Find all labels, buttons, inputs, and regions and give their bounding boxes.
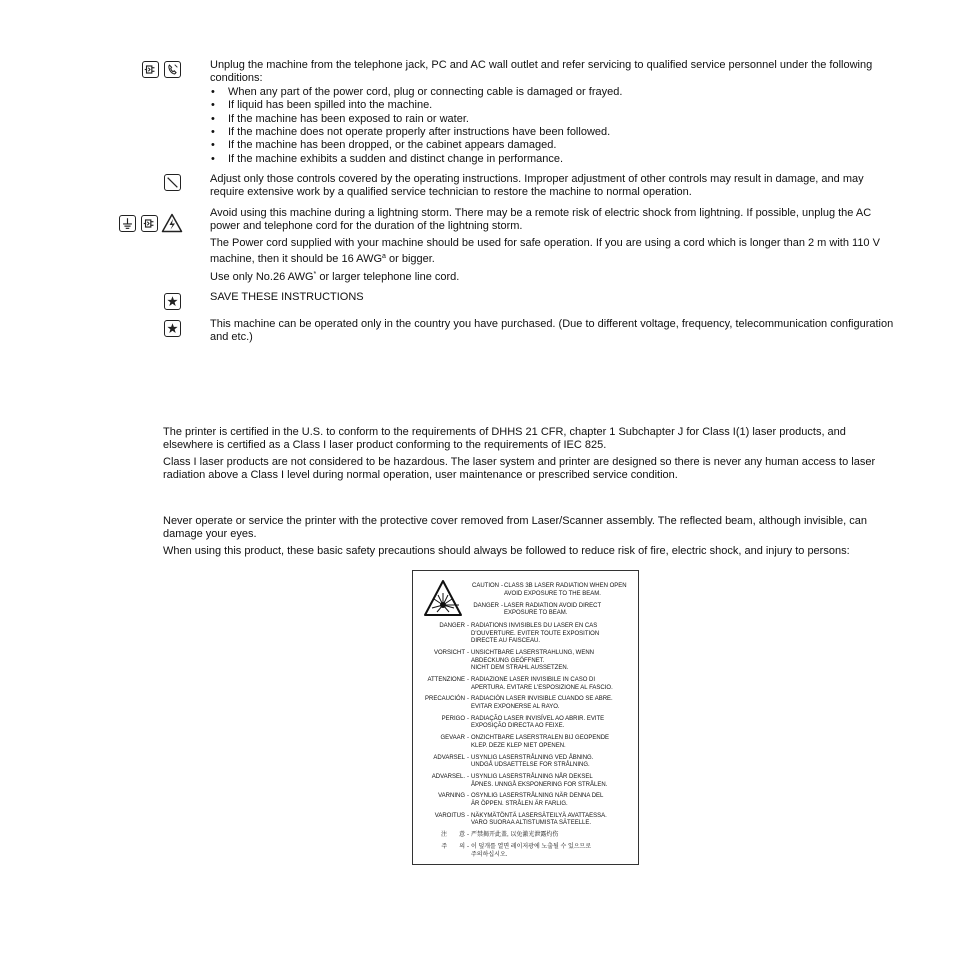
lightning-text: Avoid using this machine during a lightning storm. There may be a remote risk of electric shock from lightning. If possible, unplug the AC power and telephone cord for the duration of the lightning storm. [210, 207, 872, 233]
label-key: PRECAUCIÓN [424, 696, 465, 703]
telephone-cord-text-part: or larger telephone line cord. [316, 271, 460, 283]
list-item: • If the machine exhibits a sudden and distinct change in performance. [210, 153, 894, 166]
label-key: VARNING [438, 793, 465, 800]
label-separator: - [501, 583, 503, 589]
label-separator: - [467, 623, 469, 629]
list-item: • If the machine has been dropped, or the cabinet appears damaged. [210, 139, 894, 152]
footnote-mark: * [313, 271, 317, 278]
lightning-icon [161, 213, 183, 233]
label-text: UNDGÅ UDSAETTELSE FOR STRÅLNING. [471, 762, 590, 769]
label-text: D'OUVERTURE. EVITER TOUTE EXPOSITION [471, 630, 600, 637]
label-text: ABDECKUNG GEÖFFNET. [471, 657, 545, 664]
label-separator: - [467, 812, 469, 819]
label-text: RADIACIÓN LASER INVISIBLE CUANDO SE ABRE. [471, 696, 613, 703]
plug-icon [142, 61, 159, 78]
label-text: OSYNLIG LASERSTRÅLNING NÄR DENNA DEL [471, 793, 604, 800]
label-text: RADIAÇÃO LASER INVISÍVEL AO ABRIR. EVITE [471, 715, 605, 722]
label-key: PERIGO [441, 715, 465, 722]
label-text: CLASS 3B LASER RADIATION WHEN OPEN [504, 583, 627, 589]
label-key: DANGER [439, 623, 465, 629]
laser-certified-text: The printer is certified in the U.S. to conform to the requirements of DHHS 21 CFR, chapter 1 Subchapter J for Class I(1) laser products, and elsewhere is certified as a Class I laser product conforming to the requirements of IEC 825. [163, 426, 846, 452]
label-text: APERTURA. EVITARE L'ESPOSIZIONE AL FASCIO. [471, 684, 613, 691]
label-text: NÄKYMÄTÖNTÄ LASERSÄTEILYÄ AVATTAESSA. [471, 812, 607, 819]
label-key: VORSICHT [433, 650, 465, 656]
label-text: VARO SUORAA ALTISTUMISTA SÄTEELLE. [471, 820, 592, 827]
label-text: EXPOSIÇÃO DIRECTA AO FEIXE. [471, 723, 565, 730]
label-separator: - [467, 832, 469, 839]
label-separator: - [467, 793, 469, 800]
laser-hazard-icon [423, 579, 463, 619]
label-text: NICHT DEM STRAHL AUSSETZEN. [471, 665, 569, 672]
unplug-intro: Unplug the machine from the telephone jack, PC and AC wall outlet and refer servicing to qualified service personnel under the following conditions: [210, 59, 873, 85]
laser-warning-label [412, 570, 639, 865]
label-text: KLEP. DEZE KLEP NIET OPENEN. [471, 742, 566, 749]
label-key: 注 意 [440, 832, 465, 839]
country-text: This machine can be operated only in the country you have purchased. (Due to different voltage, frequency, telecommunication configuration and etc.) [210, 318, 894, 344]
list-item: • If the machine does not operate properly after instructions have been followed. [210, 126, 894, 139]
label-text: 이 덮개를 열면 레이저광에 노출될 수 있으므로 [471, 844, 592, 850]
never-operate-text: Never operate or service the printer with the protective cover removed from Laser/Scanner assembly. The reflected beam, although invisible, can damage your eyes. [163, 515, 867, 541]
save-instructions: SAVE THESE INSTRUCTIONS [210, 291, 364, 303]
label-separator: - [467, 650, 469, 656]
ground-icon [119, 215, 136, 232]
label-key: DANGER [473, 602, 499, 609]
laser-class1-text: Class I laser products are not considered to be hazardous. The laser system and printer are designed so there is never any human access to laser radiation above a Class I level during normal operation, user maintenance or prescribed service condition. [163, 456, 876, 482]
label-text: USYNLIG LASERSTRÅLNING NÅR DEKSEL [471, 774, 593, 780]
label-separator: - [467, 715, 469, 722]
list-item: • If liquid has been spilled into the machine. [210, 99, 894, 112]
label-text: LASER RADIATION AVOID DIRECT [504, 602, 602, 609]
label-text: 주의하십시오. [471, 851, 508, 858]
star-icon [164, 320, 181, 337]
label-text: 严禁揭开此盖, 以免激光泄露灼伤 [471, 832, 559, 839]
label-separator: - [467, 754, 469, 761]
label-text: ONZICHTBARE LASERSTRALEN BIJ GEOPENDE [471, 735, 610, 742]
label-key: 주 의 [441, 844, 465, 850]
label-text: EVITAR EXPONERSE AL RAYO. [471, 704, 560, 710]
label-key: ADVARSEL. [431, 774, 465, 780]
unplug-conditions-list [210, 86, 894, 166]
precautions-text: When using this product, these basic safety precautions should always be followed to reduce risk of fire, electric shock, and injury to persons: [163, 545, 850, 557]
telephone-cord-text-part: Use only No.26 AWG [210, 271, 314, 283]
label-text: DIRECTE AU FAISCEAU. [471, 638, 541, 645]
label-text: AVOID EXPOSURE TO THE BEAM. [504, 590, 601, 597]
power-cord-text-part: The Power cord supplied with your machine should be used for safe operation. If you are using a cord which is longer than 2 m with 110 V machine, then it should be 16 AWG [210, 237, 880, 265]
prohibited-icon [164, 174, 181, 191]
phone-icon [164, 61, 181, 78]
footnote-mark: a [382, 253, 386, 260]
power-cord-text [210, 235, 894, 267]
label-key: GEVAAR [440, 735, 465, 742]
label-text: ÄR ÖPPEN. STRÅLEN ÄR FARLIG. [471, 801, 568, 807]
star-icon [164, 293, 181, 310]
label-text: USYNLIG LASERSTRÅLNING VED ÅBNING. [471, 754, 594, 761]
label-separator: - [467, 677, 469, 683]
label-key: VAROITUS [434, 812, 465, 819]
label-text: EXPOSURE TO BEAM. [504, 610, 568, 617]
label-separator: - [467, 844, 469, 850]
label-key: ADVARSEL [433, 754, 465, 761]
label-text: RADIATIONS INVISIBLES DU LASER EN CAS [471, 623, 598, 629]
unplug-section [210, 59, 894, 166]
label-separator: - [467, 735, 469, 742]
label-text: RADIAZIONE LASER INVISIBILE IN CASO DI [471, 677, 596, 683]
plug-icon [141, 215, 158, 232]
label-key: ATTENZIONE [427, 677, 465, 683]
label-separator: - [467, 696, 469, 703]
list-item: • When any part of the power cord, plug or connecting cable is damaged or frayed. [210, 86, 894, 99]
label-key: CAUTION [472, 583, 499, 589]
adjust-controls-text: Adjust only those controls covered by the operating instructions. Improper adjustment of other controls may result in damage, and may require extensive work by a qualified service technician to restore the machine to normal operation. [210, 173, 864, 199]
power-cord-text-part: or bigger. [385, 253, 435, 265]
telephone-cord-text [210, 271, 894, 284]
label-text: UNSICHTBARE LASERSTRAHLUNG, WENN [471, 650, 595, 656]
label-separator: - [501, 602, 503, 609]
label-separator: - [467, 774, 469, 780]
label-text: ÅPNES. UNNGÅ EKSPONERING FOR STRÅLEN. [471, 781, 608, 788]
list-item: • If the machine has been exposed to rain or water. [210, 113, 894, 126]
